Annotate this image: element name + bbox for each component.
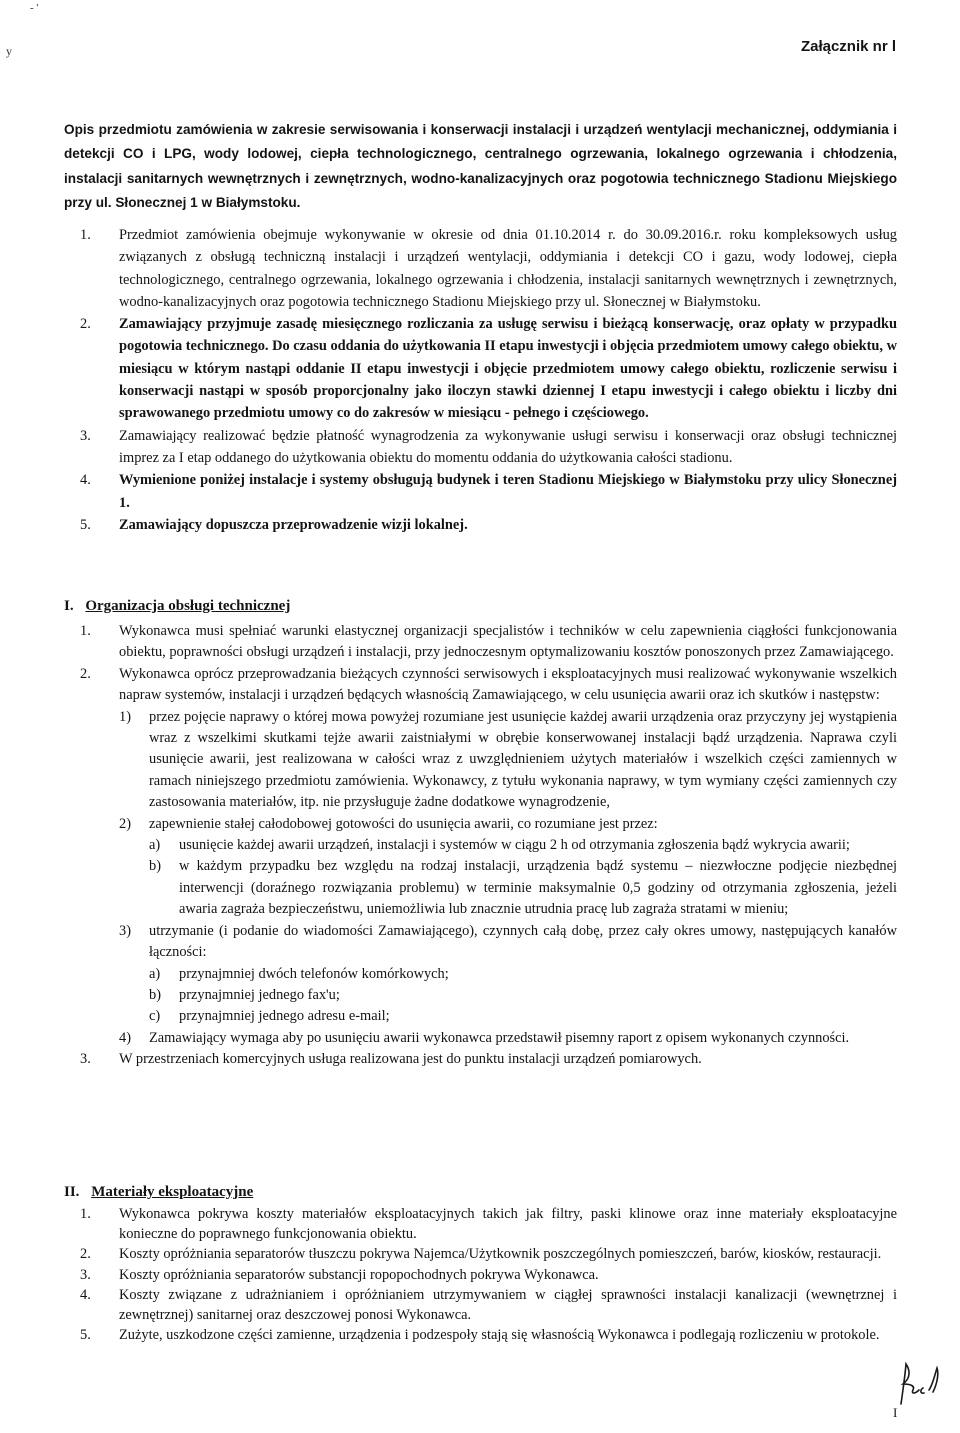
section-II-item [64, 1265, 897, 1285]
letter: b) [149, 986, 161, 1003]
sub-text: Zamawiający wymaga aby po usunięciu awarii wykonawca przedstawił pisemny raport z opisem wykonanych czynności. [149, 1029, 850, 1046]
letter: a) [149, 965, 161, 982]
item-number: 3. [80, 1266, 91, 1283]
sub-sub-text: usunięcie każdej awarii urządzeń, instalacji i systemów w ciągu 2 h od otrzymania zgłoszenia bądź wykrycia awarii; [179, 837, 850, 854]
scope-item [64, 313, 897, 424]
sub-sub-item [149, 985, 897, 1006]
item-number: 3. [80, 1051, 91, 1068]
item-number: 1. [80, 1206, 91, 1222]
intro-paragraph: Opis przedmiotu zamówienia w zakresie serwisowania i konserwacji instalacji i urządzeń wentylacji mechanicznej, oddymiania i detekcji CO i LPG, wody lodowej, ciepła technologicznego, centralnego ogrzewania, lokalnego ogrzewania i chłodzenia, instalacji sanitarnych wewnętrznych i zewnętrznych, wodno-kanalizacyjnych oraz pogotowia technicznego Stadionu Miejskiego przy ul. Słonecznej 1 w Białymstoku. [64, 122, 897, 210]
scan-mark-top: - ' [30, 2, 39, 14]
sub-sub-text: przynajmniej jednego fax'u; [179, 986, 340, 1003]
item-number: 2. [80, 665, 91, 682]
item-text: Koszty związane z udrażnianiem i opróżnianiem utrzymywaniem w ciągłej sprawności instalacji kanalizacji (wewnętrznej i zewnętrznej) sanitarnej oraz deszczowej ponosi Wykonawca. [119, 1286, 897, 1324]
sub-text: przez pojęcie naprawy o której mowa powyżej rozumiane jest usunięcie każdej awarii urządzenia oraz przyczyny jej wystąpienia wraz z wszelkimi skutkami tejże awarii zaistniałymi w obrębie konserwowanej instalacji bądź urządzenia. Naprawa czyli usunięcie awarii, jest realizowana w całości wraz z uwzględnieniem użytych materiałów i wszelkich części zamiennych w ramach niniejszego przedmiotu zamówienia. Wykonawcy, z tytułu wykonania naprawy, w tym wymiany części zamiennych czy zastosowania materiałów, itp. nie przysługuje żadne dodatkowe wynagrodzenie, [149, 708, 897, 811]
sub-sub-text: przynajmniej dwóch telefonów komórkowych; [179, 965, 449, 982]
item-text: Wykonawca oprócz przeprowadzania bieżących czynności serwisowych i eksploatacyjnych musi realizować wykonywanie wszelkich napraw systemów, instalacji i urządzeń będących własnością Zamawiającego, w celu usunięcia awarii oraz ich skutków i następstw: [119, 665, 897, 704]
sub-sub-item [149, 964, 897, 985]
section-I-item [64, 621, 897, 664]
sub-sub-item [149, 835, 897, 856]
scan-mark-left: y [6, 44, 12, 58]
item-text-bold: Wymienione poniżej instalacje i systemy obsługują budynek i teren Stadionu Miejskiego w Białymstoku przy ulicy Słonecznej 1. [119, 472, 897, 511]
letter: a) [149, 837, 161, 854]
section-II-item [64, 1244, 897, 1264]
item-number: 5. [80, 516, 91, 533]
item-text-bold: Zamawiający dopuszcza przeprowadzenie wizji lokalnej. [119, 516, 468, 533]
section-II-item [64, 1325, 897, 1345]
section-II-body [64, 1204, 897, 1345]
section-number: I. [64, 598, 74, 614]
item-text: Koszty opróżniania separatorów tłuszczu pokrywa Najemca/Użytkownik poszczególnych pomieszczeń, barów, kiosków, restauracji. [119, 1246, 882, 1263]
sub-item [119, 1028, 897, 1049]
item-text: Koszty opróżniania separatorów substancji ropopochodnych pokrywa Wykonawca. [119, 1266, 599, 1283]
item-text: Zużyte, uszkodzone części zamienne, urządzenia i podzespoły stają się własnością Wykonawca i podlegają rozliczeniu w protokole. [119, 1327, 880, 1344]
item-number: 3. [80, 427, 91, 444]
item-text: W przestrzeniach komercyjnych usługa realizowana jest do punktu instalacji urządzeń pomiarowych. [119, 1051, 702, 1068]
handwritten-signature [893, 1360, 943, 1408]
page-number: I [893, 1405, 898, 1420]
section-title: Materiały eksploatacyjne [91, 1184, 254, 1200]
scope-section [64, 224, 897, 536]
item-number: 2. [80, 1246, 91, 1263]
letter: b) [149, 858, 161, 875]
section-I-item [64, 1049, 897, 1070]
scope-item [64, 224, 897, 313]
sub-item [119, 707, 897, 814]
sub-number: 2) [119, 815, 131, 832]
section-II-item [64, 1204, 897, 1244]
sub-sub-text: przynajmniej jednego adresu e-mail; [179, 1008, 390, 1025]
item-number: 4. [80, 472, 91, 489]
scope-item [64, 469, 897, 514]
scope-item [64, 514, 897, 536]
section-II-item [64, 1285, 897, 1325]
annex-label: Załącznik nr l [800, 38, 896, 55]
section-number: II. [64, 1184, 80, 1200]
sub-item [119, 921, 897, 1028]
sub-sub-list [149, 964, 897, 1028]
section-heading-I [64, 598, 290, 615]
item-number: 5. [80, 1327, 91, 1344]
section-title: Organizacja obsługi technicznej [85, 598, 291, 614]
sub-text: zapewnienie stałej całodobowej gotowości do usunięcia awarii, co rozumiane jest przez: [149, 815, 658, 832]
section-heading-II [64, 1184, 253, 1201]
scope-item [64, 425, 897, 470]
sub-sub-item [149, 856, 897, 920]
letter: c) [149, 1008, 161, 1025]
sub-number: 1) [119, 708, 131, 725]
item-text: Zamawiający realizować będzie płatność wynagrodzenia za wykonywanie usługi serwisu i konserwacji oraz obsługi technicznej imprez za I etap oddanego do użytkowania obiektu do momentu oddania do użytkowania całości stadionu. [119, 427, 897, 466]
sub-number: 3) [119, 922, 131, 939]
sub-list [119, 707, 897, 1050]
sub-item [119, 814, 897, 921]
item-number: 1. [80, 227, 91, 243]
sub-sub-text: w każdym przypadku bez względu na rodzaj instalacji, urządzenia bądź systemu – niezwłoczne podjęcie niezbędnej interwencji (doraźnego rozwiązania problemu) w terminie maksymalnie 0,5 godziny od otrzymania zgłoszenia, jeżeli awaria zagraża bezpieczeństwu, uniemożliwia lub znacznie utrudnia pracę lub zagraża stratami w mieniu; [179, 858, 897, 918]
section-I-body [64, 621, 897, 1071]
sub-sub-item [149, 1006, 897, 1027]
section-I-item [64, 664, 897, 1049]
item-text: Przedmiot zamówienia obejmuje wykonywanie w okresie od dnia 01.10.2014 r. do 30.09.2016.r. roku kompleksowych usług związanych z obsługą techniczną instalacji i urządzeń wentylacji, oddymiania i detekcji CO i gazu, wody lodowej, ciepła technologicznego, centralnego ogrzewania, lokalnego ogrzewania i chłodzenia, instalacji sanitarnych wewnętrznych i zewnętrznych, wodno-kanalizacyjnych oraz pogotowia technicznego Stadionu Miejskiego przy ul. Słonecznej w Białymstoku. [119, 227, 897, 310]
item-number: 1. [80, 623, 91, 639]
item-number: 4. [80, 1286, 91, 1303]
item-text-bold: Zamawiający przyjmuje zasadę miesięcznego rozliczania za usługę serwisu i bieżącą konserwację, oraz opłaty w przypadku pogotowia technicznego. Do czasu oddania do użytkowania II etapu inwestycji i objęcia przedmiotem umowy całego obiektu, w miesiącu w którym nastąpi oddanie II etapu inwestycji i objęcie przedmiotem umowy całego obiektu, rozliczenie serwisu i konserwacji nastąpi w sposób proporcjonalny jako iloczyn stawki dziennej I etapu inwestycji i całego obiektu i liczby dni sprawowanego przedmiotu umowy co do zakresów w miesiącu - pełnego i częściowego. [119, 316, 897, 422]
sub-text: utrzymanie (i podanie do wiadomości Zamawiającego), czynnych całą dobę, przez cały okres umowy, następujących kanałów łączności: [149, 922, 897, 961]
sub-sub-list [149, 835, 897, 921]
item-text: Wykonawca musi spełniać warunki elastycznej organizacji specjalistów i techników w celu zapewnienia ciągłości funkcjonowania obiektu, poprawności obsługi urządzeń i instalacji, przy jednoczesnym optymalizowaniu kosztów ponoszonych przez Zamawiającego. [119, 623, 897, 661]
item-text: Wykonawca pokrywa koszty materiałów eksploatacyjnych takich jak filtry, paski klinowe oraz inne materiały eksploatacyjne konieczne do poprawnego funkcjonowania obiektu. [119, 1206, 897, 1243]
sub-number: 4) [119, 1029, 131, 1046]
item-number: 2. [80, 316, 91, 333]
